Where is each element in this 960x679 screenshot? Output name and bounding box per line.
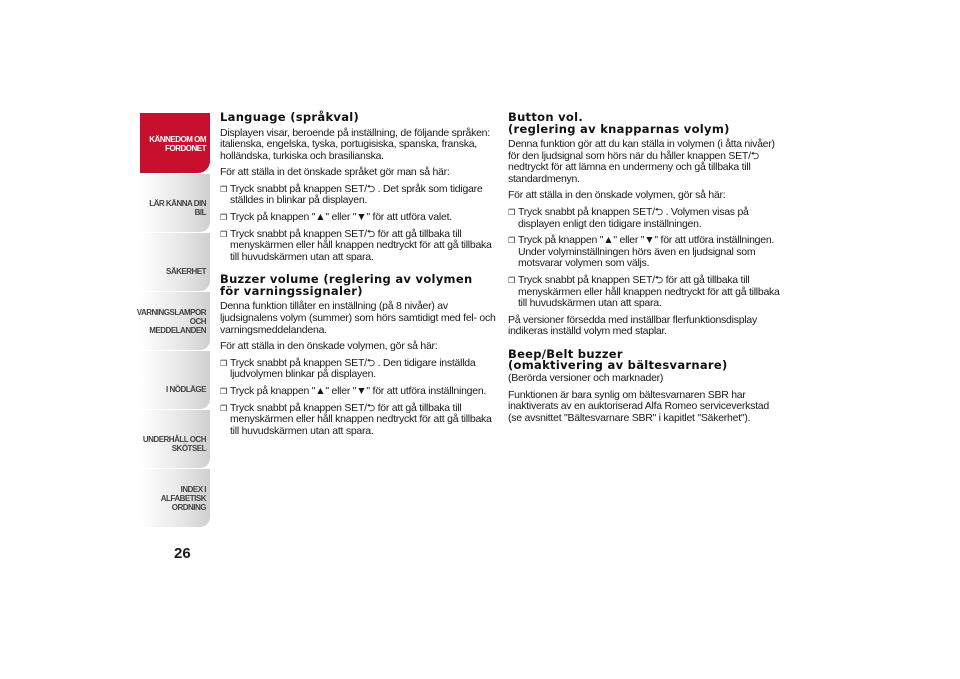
bullet-item: ❒ Tryck snabbt på knappen SET/⮌ för att gå tillbaka till menyskärmen eller håll knappen nedtryckt för att gå tillbaka till huvudskärmen utan att spara.	[220, 403, 496, 438]
paragraph: På versioner försedda med inställbar flerfunktionsdisplay indikeras inställd volym med staplar.	[508, 313, 757, 338]
chapter-sidebar	[136, 113, 210, 528]
left-column	[220, 112, 496, 442]
paragraph: Funktionen är bara synlig om bältesvarnaren SBR har inaktiverats av en auktoriserad Alfa Romeo serviceverkstad (se avsnittet "Bältesvarnare SBR" i kapitlet "Säkerhet").	[508, 388, 769, 424]
bullet-item: ❒ Tryck på knappen "▲" eller "▼" för att utföra inställningen.	[220, 386, 496, 398]
title-line: för varningssignaler)	[220, 283, 363, 298]
title-line: (omaktivering av bältesvarnare)	[508, 358, 728, 373]
title-line: Beep/Belt buzzer	[508, 346, 623, 361]
tab-sakerhet[interactable]	[140, 233, 210, 291]
paragraph: För att ställa in det önskade språket gör man så här:	[220, 166, 450, 179]
tab-kannedom-om-fordonet[interactable]	[140, 113, 210, 173]
bullet-item: ❒ Tryck på knappen "▲" eller "▼" för att utföra inställningen. Under volyminställningen hörs även en ljudsignal som motsvarar volymen som väljs.	[508, 235, 784, 270]
tab-label: LÄR KÄNNA DIN BIL	[149, 199, 206, 217]
version-note: (Berörda versioner och marknader)	[508, 371, 664, 384]
bullet-item: ❒ Tryck snabbt på knappen SET/⮌ . Volymen visas på displayen enligt den tidigare inställningen.	[508, 207, 784, 230]
bullet-item: ❒ Tryck snabbt på knappen SET/⮌ för att gå tillbaka till menyskärmen eller håll knappen nedtryckt för att gå tillbaka till huvudskärmen utan att spara.	[508, 275, 784, 310]
bullet-item: ❒ Tryck snabbt på knappen SET/⮌ för att gå tillbaka till menyskärmen eller håll knappen nedtryckt för att gå tillbaka till huvudskärmen utan att spara.	[220, 229, 496, 264]
title-line: (reglering av knapparnas volym)	[508, 121, 730, 136]
tab-lar-kanna-din-bil[interactable]	[140, 174, 210, 232]
tab-index[interactable]	[140, 469, 210, 527]
title-line: Buzzer volume (reglering av volymen	[220, 272, 473, 287]
tab-label: KÄNNEDOM OM FORDONET	[149, 135, 206, 153]
section-title-belt-buzzer	[508, 346, 784, 373]
page-number: 26	[174, 545, 191, 562]
tab-label: UNDERHÅLL OCH SKÖTSEL	[142, 435, 206, 453]
paragraph: För att ställa in den önskade volymen, gör så här:	[220, 340, 438, 353]
section-title-buzzer-volume	[220, 274, 496, 297]
tab-varningslampor[interactable]	[136, 292, 210, 350]
bullet-item: ❒ Tryck på knappen "▲" eller "▼" för att utföra valet.	[220, 212, 496, 224]
tab-label: SÄKERHET	[165, 267, 206, 276]
title-line: Button vol.	[508, 110, 584, 124]
bullet-item: ❒ Tryck snabbt på knappen SET/⮌ . Den tidigare inställda ljudvolymen blinkar på displayen.	[220, 358, 496, 381]
right-column	[508, 112, 784, 429]
tab-label: INDEX I ALFABETISK ORDNING	[160, 485, 206, 512]
paragraph: För att ställa in den önskade volymen, gör så här:	[508, 189, 726, 202]
tab-label: I NÖDLÄGE	[166, 385, 206, 394]
paragraph: Denna funktion tillåter en inställning (på 8 nivåer) av ljudsignalens volym (summer) som hörs samtidigt med fel- och varningsmeddelandena.	[220, 300, 496, 336]
bullet-item: ❒ Tryck snabbt på knappen SET/⮌ . Det språk som tidigare ställdes in blinkar på displayen.	[220, 184, 496, 207]
section-title-language: Language (språkval)	[220, 110, 360, 124]
paragraph: Displayen visar, beroende på inställning, de följande språken: italienska, engelska, tyska, portugisiska, spanska, franska, holländska, turkiska och brasilianska.	[220, 126, 490, 162]
tab-label: VARNINGSLAMPOR OCH MEDDELANDEN	[136, 308, 206, 335]
tab-i-nodlage[interactable]	[140, 351, 210, 409]
section-title-button-vol	[508, 112, 784, 135]
paragraph: Denna funktion gör att du kan ställa in volymen (i åtta nivåer) för den ljudsignal som hörs när du håller knappen SET/⮌ nedtryckt för att lämna en undermeny och gå tillbaka till standardmenyn.	[508, 138, 775, 185]
tab-underhall-och-skotsel[interactable]	[140, 410, 210, 468]
